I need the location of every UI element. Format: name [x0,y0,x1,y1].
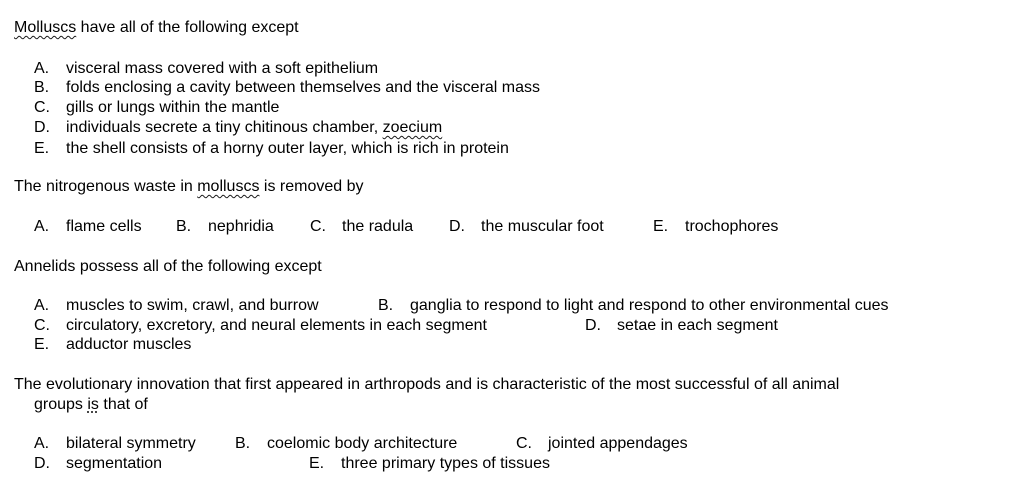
option-text: ganglia to respond to light and respond to other environmental cues [410,297,889,314]
q4-option-b [235,434,457,454]
option-letter: E. [34,140,50,157]
q1-option-c [34,98,279,118]
option-letter: D. [585,317,601,334]
option-letter: A. [34,435,50,452]
option-text: visceral mass covered with a soft epithelium [66,60,379,77]
q4-option-c [516,434,688,454]
option-letter: C. [310,218,326,235]
option-text: jointed appendages [548,435,688,452]
q2-option-c [310,217,413,237]
spellcheck-word: molluscs [197,178,260,195]
q2-stem: The nitrogenous waste in molluscs is removed by [14,178,364,195]
option-letter: C. [34,99,50,116]
q3-option-b [378,296,889,316]
option-text: folds enclosing a cavity between themselves and the visceral mass [66,79,541,96]
q3-option-e [34,335,191,355]
option-text: circulatory, excretory, and neural elements in each segment [66,317,487,334]
q1-option-d [34,118,442,138]
option-text: setae in each segment [617,317,778,334]
option-text: bilateral symmetry [66,435,196,452]
option-letter: D. [449,218,465,235]
option-text: individuals secrete a tiny chitinous chamber, [66,119,383,136]
option-text: the muscular foot [481,218,604,235]
option-text: the shell consists of a horny outer layer, which is rich in protein [66,140,509,157]
option-text: muscles to swim, crawl, and burrow [66,297,319,314]
q4-stem-line2: groups is that of [34,396,148,413]
q2-option-b [176,217,274,237]
option-text: segmentation [66,455,163,472]
option-text: adductor muscles [66,336,192,353]
grammar-check-word: is [87,396,99,413]
option-letter: E. [653,218,669,235]
option-letter: D. [34,455,50,472]
option-text: nephridia [208,218,274,235]
option-text: the radula [342,218,414,235]
option-letter: B. [378,297,394,314]
option-letter: A. [34,218,50,235]
option-text: gills or lungs within the mantle [66,99,280,116]
q3-stem: Annelids possess all of the following except [14,258,322,275]
q1-option-e [34,139,509,159]
q2-option-e [653,217,778,237]
option-letter: D. [34,119,50,136]
spellcheck-word: zoecium [382,119,443,136]
q1-option-a [34,59,378,79]
q4-option-d [34,454,162,474]
option-text: three primary types of tissues [341,455,550,472]
q1-stem: Molluscs have all of the following except [14,19,299,36]
q4-option-e [309,454,550,474]
option-letter: E. [309,455,325,472]
option-letter: C. [34,317,50,334]
option-text: coelomic body architecture [267,435,458,452]
option-letter: C. [516,435,532,452]
q2-option-a [34,217,142,237]
option-text: flame cells [66,218,142,235]
option-letter: B. [176,218,192,235]
spellcheck-word: Molluscs [14,19,77,36]
q2-option-d [449,217,604,237]
q1-option-b [34,78,540,98]
option-letter: A. [34,297,50,314]
q3-option-c [34,316,487,336]
option-text: trochophores [685,218,779,235]
q4-stem-line1: The evolutionary innovation that first appeared in arthropods and is characteristic of the most successful of all animal [14,376,840,393]
option-letter: A. [34,60,50,77]
q3-option-d [585,316,778,336]
q4-option-a [34,434,196,454]
q3-option-a [34,296,319,316]
option-letter: B. [235,435,251,452]
option-letter: B. [34,79,50,96]
option-letter: E. [34,336,50,353]
